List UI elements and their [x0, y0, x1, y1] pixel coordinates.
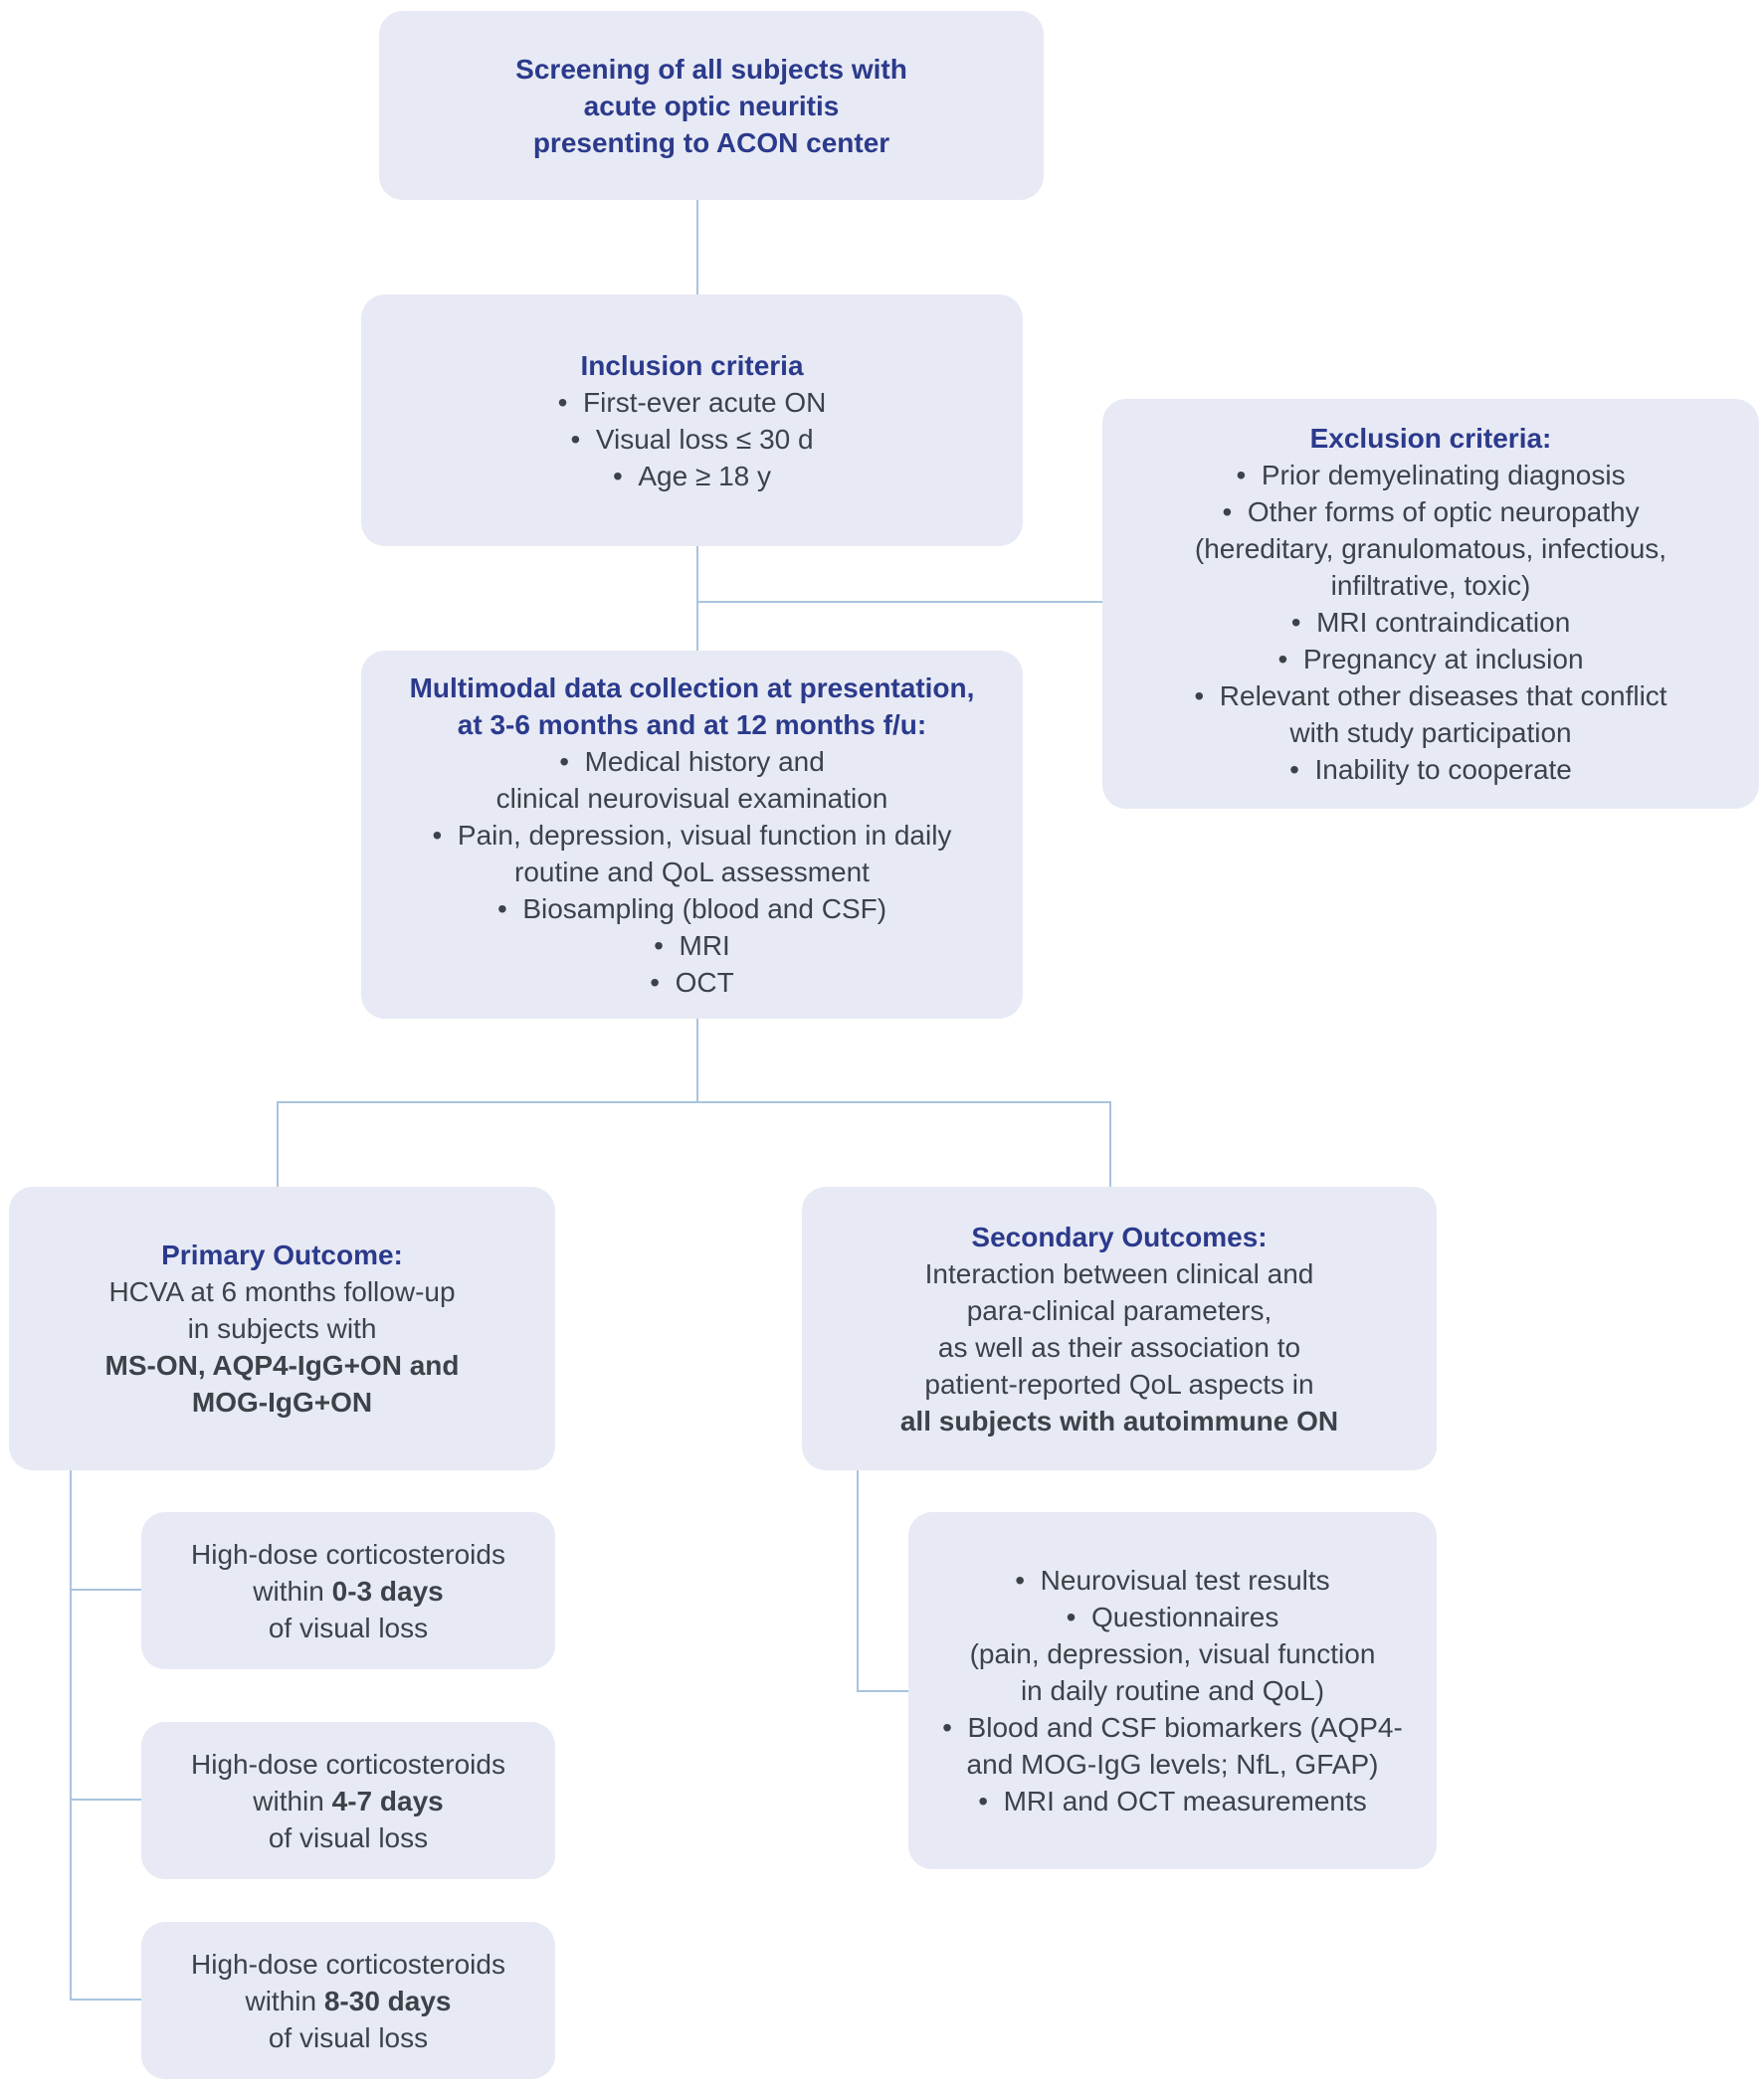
exclusion-bullet: • Inability to cooperate [1289, 751, 1572, 788]
secondary-detail-box [908, 1512, 1437, 1869]
primary-outcome-title: Primary Outcome: [161, 1240, 403, 1270]
primary-outcome-line: HCVA at 6 months follow-up [108, 1276, 456, 1307]
screening-line: presenting to ACON center [532, 126, 890, 158]
steroid-line: of visual loss [268, 1821, 429, 1853]
primary-outcome-bold-line: MOG-IgG+ON [191, 1387, 373, 1418]
exclusion-bullet: • Relevant other diseases that conflict [1194, 677, 1666, 714]
primary-outcome-bold-line: MS-ON, AQP4-IgG+ON and [104, 1350, 460, 1381]
connector-stub-steroid-3 [70, 1999, 141, 2001]
inclusion-title: Inclusion criteria [580, 349, 804, 381]
steroid-line [245, 1983, 451, 2019]
secondary-outcomes-box [802, 1187, 1437, 1470]
exclusion-bullet-continuation: (hereditary, granulomatous, infectious, [1194, 533, 1667, 564]
primary-outcome-box [9, 1187, 555, 1470]
multimodal-bullet-continuation: routine and QoL assessment [514, 856, 870, 887]
connector-split-to-secondary [1109, 1101, 1111, 1187]
secondary-outcomes-bold-line: all subjects with autoimmune ON [899, 1405, 1339, 1436]
connector-split-horizontal [277, 1101, 1111, 1103]
primary-outcome-line: in subjects with [187, 1313, 377, 1344]
steroid-line [253, 1783, 443, 1819]
steroid-box-8-30-days [141, 1922, 555, 2079]
steroid-line [253, 1573, 443, 1610]
secondary-detail-continuation: and MOG-IgG levels; NfL, GFAP) [966, 1749, 1379, 1780]
connector-stub-steroid-1 [70, 1589, 141, 1591]
exclusion-criteria-box [1102, 399, 1759, 809]
multimodal-bullet: • Biosampling (blood and CSF) [497, 890, 886, 927]
connector-split-to-primary [277, 1101, 279, 1187]
screening-line: Screening of all subjects with [515, 53, 907, 85]
connector-secondary-spine [857, 1470, 859, 1692]
secondary-detail-continuation: (pain, depression, visual function [969, 1638, 1376, 1669]
inclusion-bullet: • Visual loss ≤ 30 d [570, 421, 813, 458]
steroid-line: of visual loss [268, 2021, 429, 2053]
screening-line: acute optic neuritis [583, 90, 840, 121]
secondary-detail-bullet: • Blood and CSF biomarkers (AQP4- [942, 1709, 1403, 1746]
connector-multimodal-to-split [696, 1019, 698, 1102]
steroid-within-label: within [253, 1785, 332, 1816]
steroid-line: High-dose corticosteroids [191, 1538, 505, 1570]
steroid-within-label: within [245, 1985, 324, 2016]
multimodal-bullet: • Medical history and [559, 743, 825, 780]
exclusion-bullet: • MRI contraindication [1291, 604, 1571, 641]
exclusion-bullet-continuation: with study participation [1289, 717, 1572, 748]
connector-inclusion-to-multimodal [696, 546, 698, 651]
multimodal-title: at 3-6 months and at 12 months f/u: [457, 708, 927, 740]
connector-to-exclusion [696, 601, 1102, 603]
secondary-detail-bullet: • Neurovisual test results [1015, 1562, 1329, 1599]
multimodal-box [361, 651, 1023, 1019]
secondary-outcomes-line: as well as their association to [937, 1331, 1301, 1363]
connector-screening-to-inclusion [696, 200, 698, 294]
inclusion-criteria-box [361, 294, 1023, 546]
steroid-box-4-7-days [141, 1722, 555, 1879]
exclusion-bullet: • Other forms of optic neuropathy [1222, 493, 1639, 530]
inclusion-bullet: • Age ≥ 18 y [613, 458, 771, 494]
exclusion-title: Exclusion criteria: [1309, 423, 1552, 454]
exclusion-bullet: • Pregnancy at inclusion [1277, 641, 1583, 677]
secondary-detail-continuation: in daily routine and QoL) [1020, 1675, 1325, 1706]
steroid-within-label: within [253, 1575, 332, 1607]
exclusion-bullet: • Prior demyelinating diagnosis [1236, 457, 1625, 493]
connector-stub-secondary-detail [857, 1690, 908, 1692]
steroid-days-bold: 4-7 days [331, 1785, 444, 1816]
secondary-outcomes-line: Interaction between clinical and [924, 1257, 1314, 1289]
secondary-outcomes-line: para-clinical parameters, [966, 1294, 1273, 1326]
secondary-outcomes-title: Secondary Outcomes: [971, 1221, 1268, 1252]
steroid-box-0-3-days [141, 1512, 555, 1669]
connector-stub-steroid-2 [70, 1799, 141, 1801]
secondary-detail-bullet: • Questionnaires [1067, 1599, 1279, 1635]
exclusion-bullet-continuation: infiltrative, toxic) [1330, 570, 1531, 601]
steroid-days-bold: 8-30 days [323, 1985, 452, 2016]
multimodal-title: Multimodal data collection at presentation, [409, 671, 975, 703]
multimodal-bullet-continuation: clinical neurovisual examination [495, 782, 888, 814]
secondary-detail-bullet: • MRI and OCT measurements [978, 1783, 1367, 1819]
steroid-line: High-dose corticosteroids [191, 1748, 505, 1780]
steroid-line: High-dose corticosteroids [191, 1948, 505, 1980]
multimodal-bullet: • Pain, depression, visual function in daily [433, 817, 952, 854]
multimodal-bullet: • MRI [654, 927, 730, 964]
steroid-line: of visual loss [268, 1612, 429, 1643]
inclusion-bullet: • First-ever acute ON [558, 384, 827, 421]
steroid-days-bold: 0-3 days [331, 1575, 444, 1607]
screening-box [379, 11, 1044, 200]
secondary-outcomes-line: patient-reported QoL aspects in [924, 1368, 1314, 1400]
connector-primary-spine [70, 1470, 72, 2001]
multimodal-bullet: • OCT [650, 964, 733, 1001]
